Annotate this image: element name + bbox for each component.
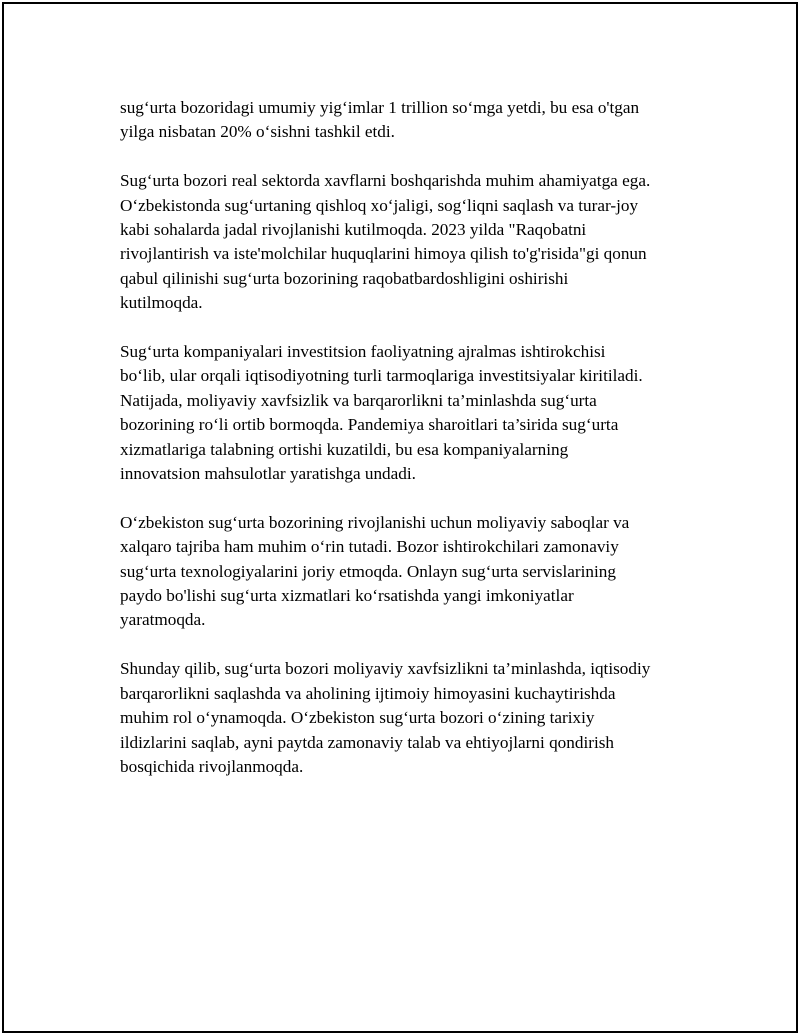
paragraph	[120, 511, 720, 633]
text-line: bosqichida rivojlanmoqda.	[120, 756, 304, 776]
text-line: paydo bo'lishi sug‘urta xizmatlari ko‘rsatishda yangi imkoniyatlar	[120, 586, 574, 606]
text-line: O‘zbekistonda sug‘urtaning qishloq xo‘jaligi, sog‘liqni saqlash va turar-joy	[120, 195, 639, 215]
text-line: muhim rol o‘ynamoqda. O‘zbekiston sug‘urta bozori o‘zining tarixiy	[120, 708, 595, 728]
text-line: O‘zbekiston sug‘urta bozorining rivojlanishi uchun moliyaviy saboqlar va	[120, 512, 630, 532]
text-line: bo‘lib, ular orqali iqtisodiyotning turli tarmoqlariga investitsiyalar kiritiladi.	[120, 366, 643, 386]
text-line: qabul qilinishi sug‘urta bozorining raqobatbardoshligini oshirishi	[120, 268, 569, 288]
text-line: xizmatlariga talabning ortishi kuzatildi, bu esa kompaniyalarning	[120, 439, 569, 459]
text-line: kabi sohalarda jadal rivojlanishi kutilmoqda. 2023 yilda "Raqobatni	[120, 220, 587, 240]
text-line: barqarorlikni saqlashda va aholining ijtimoiy himoyasini kuchaytirishda	[120, 683, 616, 703]
paragraph	[120, 340, 720, 486]
text-line: Natijada, moliyaviy xavfsizlik va barqarorlikni ta’minlashda sug‘urta	[120, 390, 597, 410]
text-line: Sug‘urta kompaniyalari investitsion faoliyatning ajralmas ishtirokchisi	[120, 342, 606, 362]
paragraph	[120, 169, 720, 315]
text-line: yilga nisbatan 20% o‘sishni tashkil etdi.	[120, 122, 395, 142]
text-line: bozorining ro‘li ortib bormoqda. Pandemiya sharoitlari ta’sirida sug‘urta	[120, 415, 619, 435]
document-body	[120, 96, 720, 804]
text-line: sug‘urta texnologiyalarini joriy etmoqda. Onlayn sug‘urta servislarining	[120, 561, 616, 581]
text-line: yaratmoqda.	[120, 610, 206, 630]
paragraph	[120, 96, 720, 145]
text-line: ildizlarini saqlab, ayni paytda zamonaviy talab va ehtiyojlarni qondirish	[120, 732, 614, 752]
text-line: xalqaro tajriba ham muhim o‘rin tutadi. Bozor ishtirokchilari zamonaviy	[120, 537, 619, 557]
text-line: kutilmoqda.	[120, 293, 203, 313]
text-line: rivojlantirish va iste'molchilar huquqlarini himoya qilish to'g'risida"gi qonun	[120, 244, 647, 264]
document-page	[2, 2, 798, 1033]
text-line: innovatsion mahsulotlar yaratishga undadi.	[120, 464, 416, 484]
text-line: sug‘urta bozoridagi umumiy yig‘imlar 1 trillion so‘mga yetdi, bu esa o'tgan	[120, 98, 640, 117]
text-line: Shunday qilib, sug‘urta bozori moliyaviy xavfsizlikni ta’minlashda, iqtisodiy	[120, 659, 651, 679]
paragraph	[120, 657, 720, 779]
text-line: Sug‘urta bozori real sektorda xavflarni boshqarishda muhim ahamiyatga ega.	[120, 171, 651, 191]
